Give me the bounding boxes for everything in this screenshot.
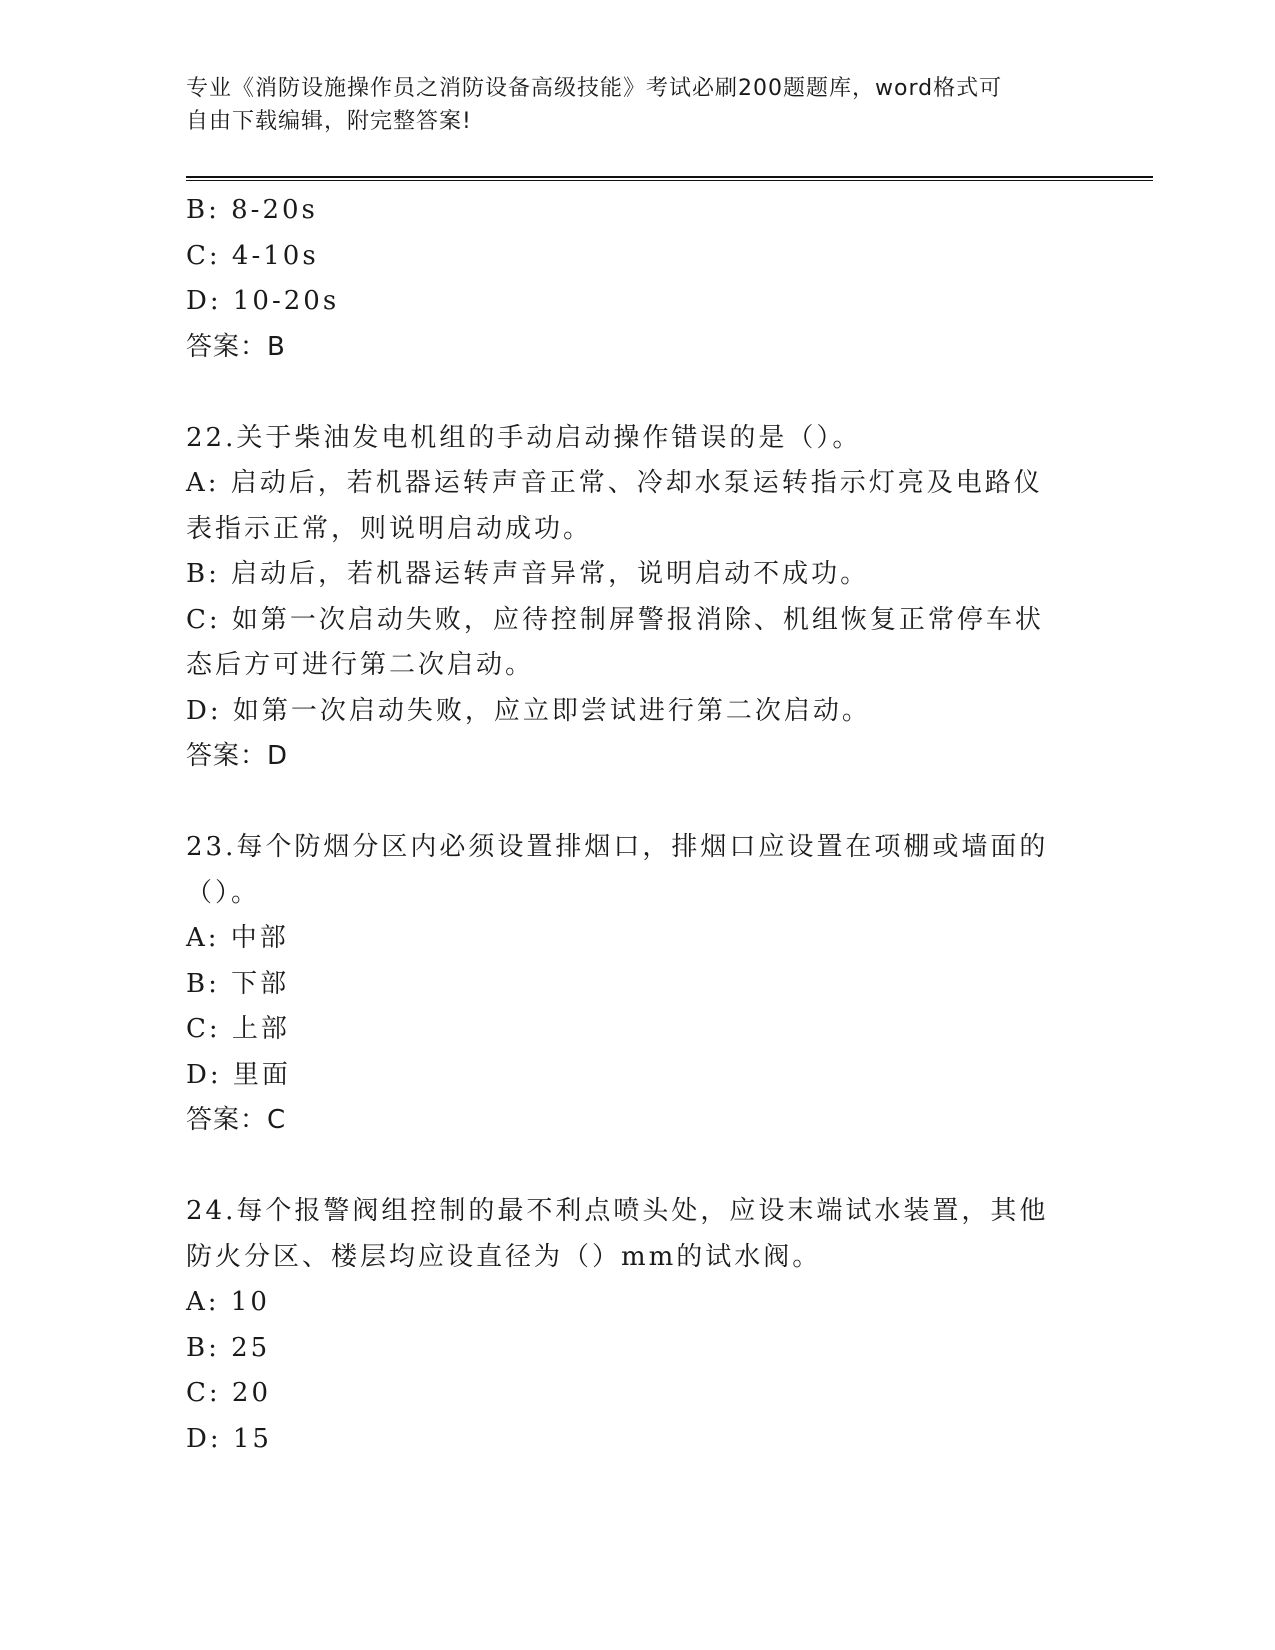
option-d: D: 里面 [186, 1059, 291, 1090]
option-a: A: 中部 [186, 923, 289, 953]
question-stem: 22.关于柴油发电机组的手动启动操作错误的是（）。 [186, 422, 862, 453]
option-d: D: 15 [186, 1423, 272, 1454]
question-stem: 24.每个报警阀组控制的最不利点喷头处，应设末端试水装置，其他防火分区、楼层均应设直径为（）mm的试水阀。 [186, 1196, 1049, 1272]
option-c: C: 20 [186, 1378, 272, 1408]
header-rule-thick [186, 176, 1153, 178]
document-header [186, 72, 1086, 138]
header-line-1: 专业《消防设施操作员之消防设备高级技能》考试必刷200题题库，word格式可 [186, 76, 1003, 101]
option-a: A: 启动后，若机器运转声音正常、冷却水泵运转指示灯亮及电路仪表指示正常，则说明启动成功。 [186, 468, 1043, 544]
answer-line: 答案：D [186, 741, 289, 771]
option-c: C: 上部 [186, 1014, 290, 1044]
answer-line: 答案：C [186, 1105, 287, 1135]
header-line-2: 自由下载编辑，附完整答案! [186, 109, 472, 134]
question-stem: 23.每个防烟分区内必须设置排烟口，排烟口应设置在项棚或墙面的（）。 [186, 832, 1049, 908]
question-list [186, 188, 1071, 1462]
spacer [186, 1144, 1071, 1190]
question-22 [186, 416, 1071, 780]
question-24 [186, 1189, 1071, 1462]
answer-line: 答案：B [186, 331, 286, 362]
spacer [186, 370, 1071, 416]
option-c: C: 4-10s [186, 240, 319, 271]
option-d: D: 如第一次启动失败，应立即尝试进行第二次启动。 [186, 695, 871, 726]
option-b: B: 启动后，若机器运转声音异常，说明启动不成功。 [186, 559, 870, 589]
question-23 [186, 825, 1071, 1144]
option-b: B: 25 [186, 1332, 271, 1363]
question-21-tail [186, 188, 1071, 370]
option-b: B: 下部 [186, 968, 290, 999]
header-rule-thin [186, 180, 1153, 181]
option-b: B: 8-20s [186, 195, 318, 225]
spacer [186, 780, 1071, 826]
option-a: A: 10 [186, 1287, 270, 1317]
option-d: D: 10-20s [186, 286, 340, 316]
option-c: C: 如第一次启动失败，应待控制屏警报消除、机组恢复正常停车状态后方可进行第二次启动。 [186, 604, 1044, 680]
